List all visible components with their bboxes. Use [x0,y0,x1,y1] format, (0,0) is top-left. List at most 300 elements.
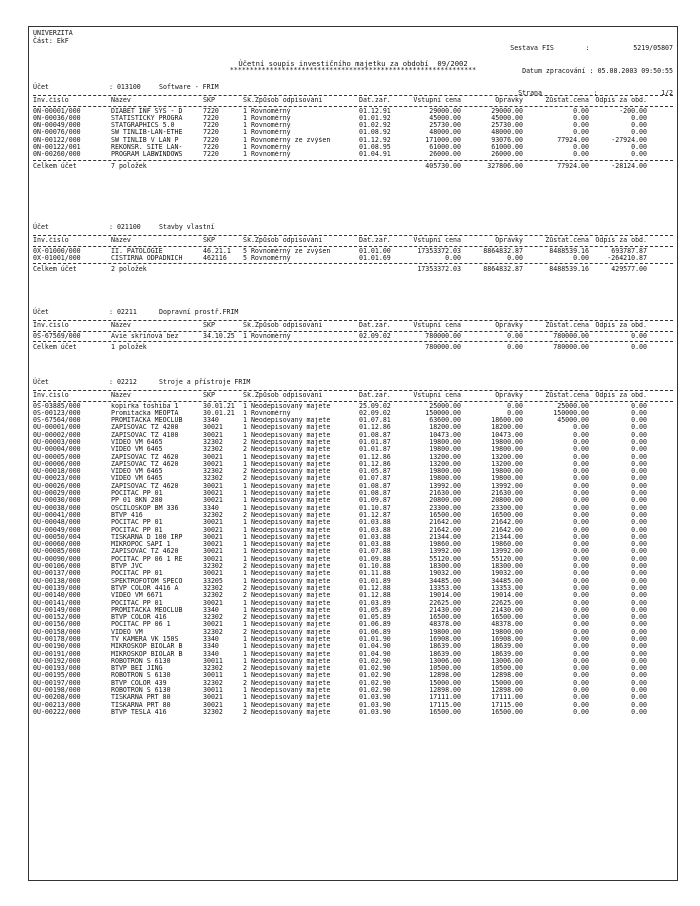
column-header: Inv.číslo [33,322,69,329]
table-cell: 7220 [203,151,219,159]
table-cell: 01.02.90 [359,657,391,665]
table-cell: 0.00 [573,143,589,151]
table-cell: 01.05.87 [359,468,391,476]
table-cell: 20800.00 [491,497,523,505]
table-cell: 0N-00122/000 [33,136,81,144]
table-cell: 0.00 [631,621,647,629]
table-cell: 30021 [203,482,223,490]
table-cell: 1 Rovnoměrný ze zvýšen [243,136,331,144]
table-cell: 0.00 [631,701,647,709]
table-cell: 171000.00 [425,136,461,144]
table-cell: 0U-00006/000 [33,460,81,468]
table-cell: 1 Rovnoměrný [243,409,291,417]
table-cell: 0.00 [507,409,523,417]
page-value: 1/2 [661,89,673,97]
table-cell: STATISTICKY PROGRA [111,114,183,122]
table-cell: 25.09.02 [359,402,391,410]
table-cell: 18639.00 [429,643,461,651]
table-row [33,432,673,439]
table-cell: 0.00 [631,679,647,687]
account-code: : 013100 [109,83,141,91]
table-cell: 29000.00 [491,107,523,115]
table-cell: 0S-03885/000 [33,402,81,410]
table-cell: 0.00 [631,468,647,476]
table-row [33,115,673,122]
table-cell: 1 Neodepisovaný majete [243,701,331,709]
table-cell: kopírka toshiba 1 [111,402,179,410]
table-cell: 0.00 [573,614,589,622]
table-cell: 1 Neodepisovaný majete [243,526,331,534]
table-cell: 1 Neodepisovaný majete [243,694,331,702]
table-cell: 01.08.87 [359,490,391,498]
table-cell: 0.00 [631,643,647,651]
table-cell: 1 Neodepisovaný majete [243,672,331,680]
table-cell: 1 Neodepisovaný majete [243,555,331,563]
table-cell: 0.00 [573,129,589,137]
table-cell: 1 Neodepisovaný majete [243,643,331,651]
table-cell: 0.00 [573,424,589,432]
table-cell: 01.10.88 [359,563,391,571]
table-cell: 17111.00 [491,694,523,702]
processed-line: Datum zpracování : 05.08.2003 09:50:55 [522,66,673,75]
table-cell: 01.02.90 [359,679,391,687]
table-cell: 150000.00 [553,409,589,417]
table-cell: 21630.00 [429,490,461,498]
table-row [33,629,673,636]
table-cell: 0U-00090/000 [33,555,81,563]
table-cell: 0.00 [631,409,647,417]
table-cell: 7220 [203,114,219,122]
table-cell: 0.00 [573,475,589,483]
table-cell: 2 Neodepisovaný majete [243,584,331,592]
table-cell: 1 Neodepisovaný majete [243,453,331,461]
table-cell: 0.00 [631,577,647,585]
table-cell: 0.00 [631,497,647,505]
table-cell: 23300.00 [429,504,461,512]
table-cell: 10500.00 [429,665,461,673]
table-cell: 2 Neodepisovaný majete [243,475,331,483]
table-row [33,578,673,585]
total-spacer [243,162,359,171]
table-cell: 0.00 [573,107,589,115]
table-cell: 0N-00076/000 [33,129,81,137]
report-id-line: Sestava FIS : 5219/05807 [510,44,673,52]
column-header: Oprávky [495,322,523,329]
table-cell: 0S-67569/000 [33,332,81,340]
page-label: Strana [518,89,542,97]
table-cell: 7220 [203,143,219,151]
table-cell: 12898.00 [491,687,523,695]
table-cell: 01.03.88 [359,533,391,541]
table-cell: POCITAC PP 01 [111,570,163,578]
table-cell: Avie skříňová bez [111,332,179,340]
table-cell: 01.06.89 [359,621,391,629]
table-cell: 13992.00 [429,548,461,556]
table-cell: 0.00 [631,599,647,607]
table-cell: 17115.00 [491,701,523,709]
table-cell: 21642.00 [429,519,461,527]
table-row [33,702,673,709]
table-row [33,137,673,144]
table-cell: VIDEO VM 6465 [111,468,163,476]
table-cell: 01.12.91 [359,107,391,115]
table-cell: 2 Neodepisovaný majete [243,665,331,673]
separator [33,263,673,264]
column-header: Název [111,322,131,329]
table-cell: 01.03.88 [359,519,391,527]
table-cell: 0U-00192/000 [33,657,81,665]
table-cell: 16500.00 [491,511,523,519]
table-cell: 1 Neodepisovaný majete [243,599,331,607]
org-name: UNIVERZITA [33,29,73,37]
table-cell: 25000.00 [557,402,589,410]
table-cell: 16500.00 [429,511,461,519]
column-header: Dat.zař. [359,392,391,399]
total-spacer [203,162,243,171]
table-row [33,643,673,650]
table-cell: 0.00 [573,504,589,512]
table-cell: 0U-00222/000 [33,708,81,716]
table-cell: 19014.00 [429,592,461,600]
report-id: 5219/05807 [633,44,673,52]
table-cell: DIABET INF SYS - D [111,107,183,115]
table-cell: 16500.00 [429,614,461,622]
total-value: 17353372.03 [417,265,461,274]
table-cell: 3340 [203,650,219,658]
table-cell: MIKROSKOP BIOLAR B [111,650,183,658]
table-cell: 0U-00178/000 [33,636,81,643]
table-cell: 01.06.89 [359,628,391,636]
total-spacer [203,265,243,274]
table-cell: 30021 [203,424,223,432]
total-value: 327806.00 [487,161,523,170]
table-cell: ROBOTRON S 6130 [111,657,171,665]
table-row [33,468,673,475]
table-cell: 0.00 [631,592,647,600]
table-cell: 32302 [203,708,223,716]
table-cell: 1 Neodepisovaný majete [243,606,331,614]
table-cell: 0.00 [631,114,647,122]
account-code: : 02212 [109,378,137,386]
table-cell: POCITAC PP 01 [111,526,163,534]
table-cell: 0U-00029/000 [33,490,81,498]
table-row [33,151,673,158]
table-cell: 0.00 [573,555,589,563]
table-cell: BTVP TESLA 416 [111,708,167,716]
table-cell: 01.01.87 [359,438,391,446]
table-cell: 0U-00197/000 [33,679,81,687]
report-page [28,26,678,881]
table-cell: -200.00 [619,107,647,115]
table-cell: 0.00 [631,650,647,658]
table-cell: 21630.00 [491,490,523,498]
account-total-row [33,162,673,171]
table-cell: 48000.00 [491,129,523,137]
account-heading [33,224,673,234]
table-row [33,512,673,519]
column-header: Název [111,392,131,399]
table-cell: 780000.00 [553,332,589,340]
table-cell: 0.00 [573,438,589,446]
table-cell: 17115.00 [429,701,461,709]
table-cell: 01.04.90 [359,650,391,658]
table-cell: 01.08.87 [359,431,391,439]
table-cell: 0U-00002/000 [33,431,81,439]
table-cell: 0.00 [573,687,589,695]
table-cell: 0.00 [573,490,589,498]
table-cell: VIDEO VM 6465 [111,438,163,446]
table-cell: 0.00 [573,151,589,159]
title-underline: ************************************************************** [229,66,477,74]
processed-value: 05.08.2003 09:50:55 [597,66,673,75]
table-cell: 12898.00 [429,672,461,680]
table-cell: 13200.00 [429,460,461,468]
table-cell: 13006.00 [429,657,461,665]
table-cell: 1 Neodepisovaný majete [243,570,331,578]
table-cell: 0U-00005/000 [33,453,81,461]
table-cell: 01.01.00 [359,247,391,255]
table-row [33,439,673,446]
table-cell: 2 Neodepisovaný majete [243,708,331,716]
table-cell: POCITAC PP 06 1 RE [111,555,183,563]
table-cell: 0.00 [573,482,589,490]
table-cell: 55120.00 [491,555,523,563]
table-cell: 0.00 [631,460,647,468]
table-cell: 32302 [203,446,223,454]
table-cell: 0.00 [573,599,589,607]
table-cell: 16500.00 [491,708,523,716]
table-cell: 3340 [203,606,219,614]
table-cell: 16908.00 [429,636,461,643]
table-cell: 0.00 [573,665,589,673]
table-cell: 0.00 [573,672,589,680]
table-cell: 0.00 [631,504,647,512]
table-row [33,461,673,468]
total-spacer [243,265,359,274]
column-header: SKP [203,97,215,104]
table-cell: 2 Neodepisovaný majete [243,628,331,636]
table-cell: 0.00 [631,687,647,695]
table-row [33,607,673,614]
table-cell: 16908.00 [491,636,523,643]
table-cell: 01.12.87 [359,511,391,519]
table-cell: 0U-00018/000 [33,468,81,476]
table-cell: 0N-00260/000 [33,151,81,159]
table-cell: BTVP COLOR 439 [111,679,167,687]
table-cell: 5 Rovnoměrný ze zvýšen [243,247,331,255]
table-cell: 0U-00198/000 [33,687,81,695]
total-value: 0.00 [631,342,647,351]
table-cell: 01.02.92 [359,122,391,130]
table-cell: 0N-00049/000 [33,122,81,130]
table-cell: 2 Neodepisovaný majete [243,468,331,476]
separator [33,160,673,161]
table-cell: 0.00 [573,511,589,519]
table-cell: PROMITACKA MEOCLUB [111,606,183,614]
table-cell: 32302 [203,614,223,622]
account-heading [33,84,673,94]
table-cell: 13200.00 [429,453,461,461]
table-cell: 21642.00 [429,526,461,534]
table-cell: 0.00 [631,672,647,680]
table-cell: 19800.00 [429,438,461,446]
table-cell: 0.00 [631,511,647,519]
table-row [33,687,673,694]
table-cell: 01.01.90 [359,636,391,643]
table-cell: 19014.00 [491,592,523,600]
table-cell: 01.10.87 [359,504,391,512]
table-cell: 5 Rovnoměrný [243,254,291,262]
table-cell: 0U-00026/000 [33,482,81,490]
table-cell: 01.01.69 [359,254,391,262]
table-cell: ZAPISOVAC TZ 4620 [111,460,179,468]
table-cell: 0U-00158/000 [33,628,81,636]
table-cell: 15000.00 [429,679,461,687]
column-header: Dat.zař. [359,322,391,329]
table-cell: -264210.87 [607,254,647,262]
table-cell: 01.05.89 [359,614,391,622]
org-part: Část: EkF [33,36,69,45]
table-cell: 30021 [203,533,223,541]
table-cell: 0.00 [573,657,589,665]
table-cell: 13992.00 [491,548,523,556]
table-cell: 0.00 [573,570,589,578]
column-header: Zůstat.cena [545,392,589,399]
separator [33,331,673,332]
table-cell: 0.00 [573,460,589,468]
table-cell: 0U-00193/000 [33,665,81,673]
table-cell: 0.00 [631,122,647,130]
table-cell: 45000.00 [557,417,589,425]
table-cell: 1 Rovnoměrný [243,122,291,130]
table-cell: 1 Neodepisovaný majete [243,497,331,505]
table-cell: 0U-00195/000 [33,672,81,680]
table-cell: 1 Neodepisovaný majete [243,577,331,585]
table-row [33,129,673,136]
table-cell: 0.00 [631,402,647,410]
table-cell: 15000.00 [491,679,523,687]
table-cell: 0U-00138/000 [33,577,81,585]
column-header: Odpis za obd. [595,322,647,329]
table-cell: 693787.87 [611,247,647,255]
table-row [33,548,673,555]
column-header: Vstupní cena [413,97,461,104]
table-cell: II. PATOLOGIE [111,247,163,255]
table-cell: 1 Neodepisovaný majete [243,490,331,498]
table-cell: 01.12.86 [359,460,391,468]
table-cell: 77924.00 [557,136,589,144]
table-cell: 0U-00050/004 [33,533,81,541]
table-cell: BTVP BEI JING [111,665,163,673]
table-cell: 0.00 [507,254,523,262]
table-cell: 93076.00 [491,136,523,144]
table-cell: 18600.00 [491,417,523,425]
table-cell: 3340 [203,417,219,425]
table-row [33,490,673,497]
table-row [33,658,673,665]
table-cell: 0.00 [573,548,589,556]
table-cell: 01.03.88 [359,526,391,534]
table-cell: POCITAC PP 06 1 [111,621,171,629]
account-label: Účet [33,83,49,91]
table-cell: 8864832.87 [483,247,523,255]
table-row [33,534,673,541]
separator [33,95,673,96]
table-cell: 0.00 [573,526,589,534]
table-cell: 19800.00 [429,475,461,483]
table-row [33,505,673,512]
table-cell: 10473.00 [429,431,461,439]
table-cell: 45000.00 [429,114,461,122]
table-cell: 30021 [203,497,223,505]
table-cell: 0.00 [631,446,647,454]
table-row [33,410,673,417]
column-header: Sk.Způsob odpisování [243,322,323,329]
table-cell: 30021 [203,431,223,439]
table-cell: 0U-00140/000 [33,592,81,600]
table-cell: 30.01.21 [203,402,235,410]
table-cell: 32302 [203,679,223,687]
table-cell: 0U-00190/000 [33,643,81,651]
account-section [33,309,673,352]
table-cell: 0.00 [631,708,647,716]
table-cell: 25730.00 [429,122,461,130]
table-cell: 25730.00 [491,122,523,130]
table-cell: 32302 [203,584,223,592]
table-cell: 19800.00 [491,468,523,476]
table-row [33,255,673,262]
table-row [33,527,673,534]
table-cell: ROBOTRON S 6130 [111,672,171,680]
table-cell: ZAPISOVAC TZ 4100 [111,431,179,439]
table-cell: 1 Neodepisovaný majete [243,636,331,643]
separator [33,106,673,107]
table-cell: 0.00 [573,701,589,709]
table-cell: REKONSR. SITE LAN- [111,143,183,151]
separator [33,235,673,236]
table-row [33,556,673,563]
table-cell: 1 Neodepisovaný majete [243,541,331,549]
table-cell: 18639.00 [429,650,461,658]
table-cell: 0.00 [573,577,589,585]
total-value: 8488539.16 [549,265,589,274]
table-cell: 0.00 [631,526,647,534]
table-cell: 18300.00 [429,563,461,571]
column-header: Sk.Způsob odpisování [243,237,323,244]
table-cell: 0U-00060/000 [33,541,81,549]
page-line: Strana : 1/2 [518,89,673,97]
table-cell: 18200.00 [491,424,523,432]
table-cell: CISTIRNA ODPADNICH [111,254,183,262]
table-cell: 48000.00 [429,129,461,137]
table-row [33,122,673,129]
table-cell: 0.00 [573,446,589,454]
table-cell: 0.00 [507,402,523,410]
total-spacer [359,162,399,171]
table-cell: 32302 [203,592,223,600]
account-code: : 021100 [109,223,141,231]
table-cell: ROBOTRON S 6130 [111,687,171,695]
table-row [33,672,673,679]
table-cell: 0.00 [631,143,647,151]
table-cell: 0S-67564/000 [33,417,81,425]
table-cell: 01.03.89 [359,599,391,607]
account-code: : 02211 [109,308,137,316]
table-cell: 0U-00152/000 [33,614,81,622]
table-cell: 22625.00 [491,599,523,607]
table-cell: 01.12.88 [359,584,391,592]
table-cell: 01.07.87 [359,475,391,483]
